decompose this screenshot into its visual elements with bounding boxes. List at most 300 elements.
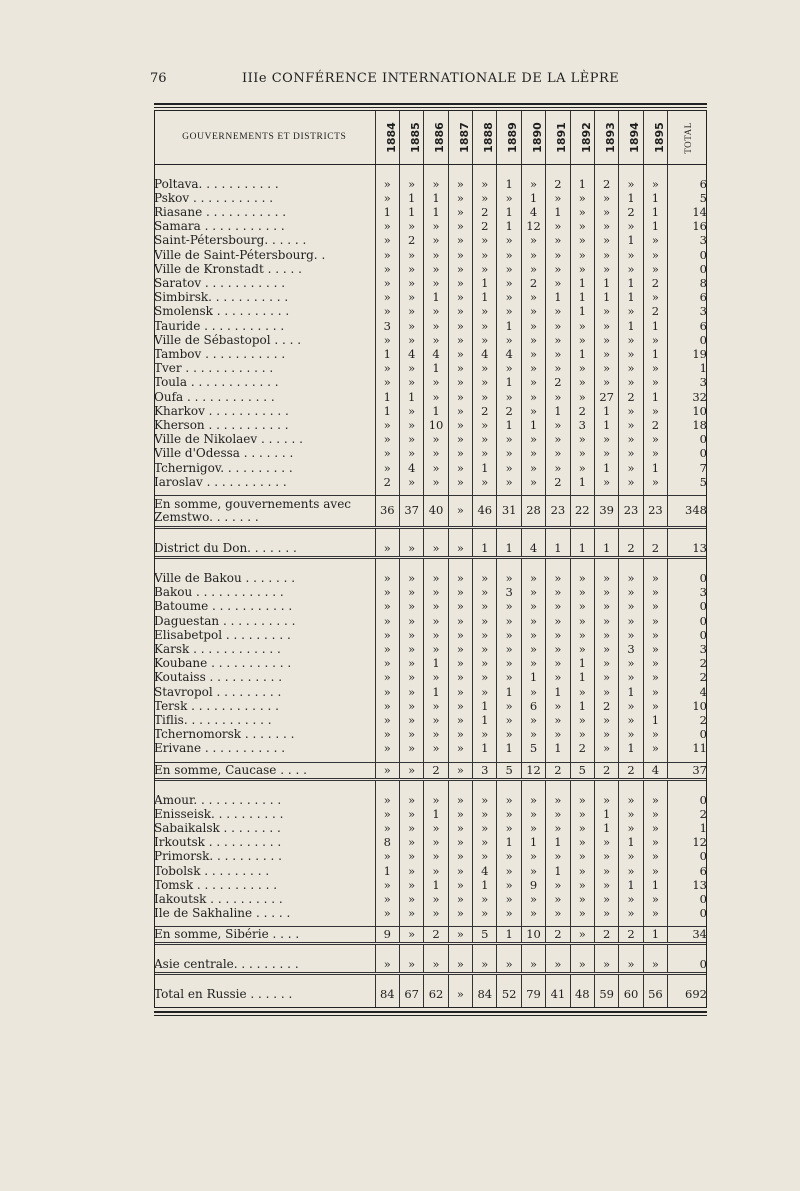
year-value: 2 bbox=[643, 418, 667, 432]
year-value: » bbox=[424, 219, 448, 233]
year-value: » bbox=[424, 262, 448, 276]
year-value: 1 bbox=[643, 461, 667, 475]
year-value: 46 bbox=[473, 495, 497, 527]
year-value: » bbox=[448, 290, 472, 304]
district-name: Saratov . . . . . . . . . . . bbox=[154, 275, 286, 290]
year-value: » bbox=[594, 599, 618, 613]
year-value: » bbox=[399, 642, 423, 656]
year-value: 1 bbox=[399, 191, 423, 205]
year-value: » bbox=[399, 628, 423, 642]
bottom-rule bbox=[154, 1011, 707, 1013]
year-value: » bbox=[570, 821, 594, 835]
year-value: 12 bbox=[521, 219, 545, 233]
year-value: » bbox=[546, 628, 570, 642]
year-value: » bbox=[594, 741, 618, 755]
year-value: 1 bbox=[570, 304, 594, 318]
year-value: » bbox=[497, 290, 521, 304]
header-year-label: 1889 bbox=[506, 121, 520, 153]
year-value: » bbox=[521, 571, 545, 585]
year-value: » bbox=[497, 276, 521, 290]
year-value: 1 bbox=[497, 177, 521, 191]
year-value: 1 bbox=[594, 807, 618, 821]
year-value: 4 bbox=[497, 347, 521, 361]
year-value: » bbox=[375, 541, 399, 558]
district-name: Total en Russie . . . . . . bbox=[154, 987, 293, 1002]
year-value: » bbox=[521, 685, 545, 699]
year-value: » bbox=[448, 319, 472, 333]
district-name: Tchernomorsk . . . . . . . bbox=[154, 727, 295, 742]
year-value: » bbox=[375, 727, 399, 741]
year-value: » bbox=[424, 233, 448, 247]
page-number: 76 bbox=[150, 71, 167, 86]
year-value: 4 bbox=[643, 762, 667, 779]
year-value: » bbox=[594, 713, 618, 727]
year-value: » bbox=[546, 361, 570, 375]
year-value: » bbox=[497, 957, 521, 974]
year-value: 1 bbox=[497, 219, 521, 233]
year-value: » bbox=[546, 418, 570, 432]
row-total: 1 bbox=[668, 821, 707, 835]
row-total: 5 bbox=[668, 191, 707, 205]
year-value: » bbox=[619, 807, 643, 821]
year-value: » bbox=[619, 432, 643, 446]
year-value: 2 bbox=[473, 404, 497, 418]
district-name: Daguestan . . . . . . . . . . bbox=[154, 613, 296, 628]
district-name: Iakoutsk . . . . . . . . . . bbox=[154, 892, 283, 907]
year-value: » bbox=[448, 762, 472, 779]
year-value: » bbox=[546, 571, 570, 585]
year-value: » bbox=[497, 864, 521, 878]
year-value: » bbox=[399, 290, 423, 304]
year-value: 2 bbox=[619, 390, 643, 404]
row-total: 32 bbox=[668, 390, 707, 404]
year-value: » bbox=[473, 807, 497, 821]
year-value: 1 bbox=[570, 347, 594, 361]
year-value: » bbox=[448, 713, 472, 727]
year-value: 1 bbox=[546, 741, 570, 755]
district-name: Tchernigov. . . . . . . . . . bbox=[154, 460, 293, 475]
year-value: » bbox=[448, 628, 472, 642]
year-value: » bbox=[473, 475, 497, 489]
year-value: » bbox=[497, 571, 521, 585]
year-value: » bbox=[448, 906, 472, 920]
year-value: » bbox=[497, 614, 521, 628]
year-value: 1 bbox=[643, 319, 667, 333]
year-value: » bbox=[399, 262, 423, 276]
year-value: » bbox=[448, 614, 472, 628]
district-name: Bakou . . . . . . . . . . . . bbox=[154, 585, 284, 600]
year-value: » bbox=[424, 599, 448, 613]
year-value: » bbox=[546, 727, 570, 741]
year-value: 52 bbox=[497, 987, 521, 1002]
year-value: » bbox=[424, 642, 448, 656]
year-value: 2 bbox=[643, 304, 667, 318]
year-value: » bbox=[448, 585, 472, 599]
row-total: 0 bbox=[668, 892, 707, 906]
year-value: 23 bbox=[643, 495, 667, 527]
year-value: » bbox=[594, 642, 618, 656]
year-value: 9 bbox=[521, 878, 545, 892]
year-value: 1 bbox=[594, 461, 618, 475]
year-value: » bbox=[643, 571, 667, 585]
year-value: » bbox=[424, 461, 448, 475]
header-year-label: 1895 bbox=[652, 121, 666, 153]
district-name: Elisabetpol . . . . . . . . . bbox=[154, 627, 291, 642]
year-value: 1 bbox=[497, 927, 521, 944]
year-value: » bbox=[375, 177, 399, 191]
district-name: Tobolsk . . . . . . . . . bbox=[154, 863, 270, 878]
year-value: » bbox=[399, 713, 423, 727]
year-value: » bbox=[521, 957, 545, 974]
district-name: Tersk . . . . . . . . . . . . bbox=[154, 698, 279, 713]
year-value: » bbox=[643, 177, 667, 191]
year-value: » bbox=[546, 614, 570, 628]
year-value: » bbox=[594, 892, 618, 906]
year-value: » bbox=[497, 849, 521, 863]
year-value: » bbox=[473, 614, 497, 628]
year-value: » bbox=[521, 727, 545, 741]
year-value: » bbox=[473, 821, 497, 835]
year-value: » bbox=[473, 432, 497, 446]
year-value: » bbox=[375, 670, 399, 684]
row-total: 0 bbox=[668, 599, 707, 613]
year-value: » bbox=[643, 262, 667, 276]
year-value: 9 bbox=[375, 927, 399, 944]
year-value: » bbox=[546, 793, 570, 807]
year-value: 3 bbox=[497, 585, 521, 599]
year-value: » bbox=[594, 319, 618, 333]
year-value: » bbox=[399, 878, 423, 892]
year-value: » bbox=[570, 793, 594, 807]
year-value: 1 bbox=[643, 927, 667, 944]
year-value: » bbox=[619, 461, 643, 475]
year-value: » bbox=[375, 333, 399, 347]
year-value: » bbox=[570, 446, 594, 460]
year-value: 2 bbox=[521, 276, 545, 290]
year-value: » bbox=[546, 233, 570, 247]
row-total: 0 bbox=[668, 793, 707, 807]
year-value: » bbox=[643, 699, 667, 713]
year-value: 1 bbox=[399, 205, 423, 219]
year-value: » bbox=[643, 656, 667, 670]
year-value: » bbox=[448, 375, 472, 389]
year-value: » bbox=[521, 262, 545, 276]
year-value: » bbox=[497, 446, 521, 460]
row-total: 0 bbox=[668, 262, 707, 276]
year-value: » bbox=[643, 475, 667, 489]
year-value: » bbox=[424, 390, 448, 404]
year-value: 1 bbox=[570, 670, 594, 684]
year-value: » bbox=[448, 864, 472, 878]
year-value: » bbox=[375, 262, 399, 276]
year-value: » bbox=[619, 347, 643, 361]
row-total: 13 bbox=[668, 541, 707, 558]
year-value: » bbox=[448, 892, 472, 906]
row-total: 16 bbox=[668, 219, 707, 233]
row-total: 0 bbox=[668, 333, 707, 347]
district-name: Saint-Pétersbourg. . . . . . bbox=[154, 233, 307, 248]
year-value: » bbox=[546, 699, 570, 713]
year-value: » bbox=[570, 432, 594, 446]
year-value: » bbox=[473, 835, 497, 849]
year-value: » bbox=[546, 670, 570, 684]
year-value: » bbox=[521, 821, 545, 835]
row-total: 0 bbox=[668, 248, 707, 262]
year-value: » bbox=[399, 432, 423, 446]
row-total: 18 bbox=[668, 418, 707, 432]
year-value: » bbox=[473, 571, 497, 585]
year-value: » bbox=[473, 262, 497, 276]
year-value: » bbox=[546, 191, 570, 205]
year-value: 1 bbox=[473, 713, 497, 727]
year-value: 10 bbox=[521, 927, 545, 944]
year-value: 5 bbox=[473, 927, 497, 944]
year-value: 2 bbox=[424, 927, 448, 944]
row-total: 12 bbox=[668, 835, 707, 849]
district-name: Tomsk . . . . . . . . . . . bbox=[154, 877, 278, 892]
year-value: » bbox=[448, 656, 472, 670]
year-value: 22 bbox=[570, 495, 594, 527]
year-value: » bbox=[473, 642, 497, 656]
year-value: 2 bbox=[570, 741, 594, 755]
row-total: 0 bbox=[668, 432, 707, 446]
year-value: » bbox=[594, 446, 618, 460]
year-value: 1 bbox=[546, 541, 570, 558]
year-value: 1 bbox=[643, 347, 667, 361]
row-total: 3 bbox=[668, 375, 707, 389]
year-value: » bbox=[375, 642, 399, 656]
year-value: » bbox=[619, 628, 643, 642]
year-value: 1 bbox=[619, 233, 643, 247]
year-value: » bbox=[448, 541, 472, 558]
year-value: » bbox=[424, 713, 448, 727]
year-value: 1 bbox=[497, 835, 521, 849]
year-value: » bbox=[448, 642, 472, 656]
year-value: » bbox=[424, 571, 448, 585]
year-value: 1 bbox=[643, 878, 667, 892]
year-value: 1 bbox=[570, 276, 594, 290]
year-value: » bbox=[619, 404, 643, 418]
year-value: » bbox=[448, 495, 472, 527]
year-value: » bbox=[619, 418, 643, 432]
year-value: » bbox=[546, 347, 570, 361]
year-value: » bbox=[497, 599, 521, 613]
row-total: 10 bbox=[668, 699, 707, 713]
year-value: » bbox=[570, 375, 594, 389]
year-value: » bbox=[594, 375, 618, 389]
year-value: » bbox=[424, 849, 448, 863]
year-value: 2 bbox=[546, 762, 570, 779]
year-value: » bbox=[570, 248, 594, 262]
row-total: 1 bbox=[668, 361, 707, 375]
year-value: » bbox=[570, 927, 594, 944]
year-value: » bbox=[521, 906, 545, 920]
year-value: » bbox=[497, 333, 521, 347]
year-value: » bbox=[399, 571, 423, 585]
year-value: » bbox=[497, 191, 521, 205]
year-value: » bbox=[570, 333, 594, 347]
year-value: » bbox=[473, 233, 497, 247]
year-value: 4 bbox=[424, 347, 448, 361]
year-value: 2 bbox=[594, 699, 618, 713]
year-value: » bbox=[448, 699, 472, 713]
year-value: 1 bbox=[594, 290, 618, 304]
district-name: Irkoutsk . . . . . . . . . . bbox=[154, 835, 282, 850]
header-year-label: 1892 bbox=[579, 121, 593, 153]
year-value: 1 bbox=[375, 347, 399, 361]
year-value: 1 bbox=[643, 191, 667, 205]
year-value: » bbox=[570, 571, 594, 585]
year-value: » bbox=[473, 304, 497, 318]
year-value: » bbox=[643, 741, 667, 755]
year-value: » bbox=[497, 642, 521, 656]
year-value: 1 bbox=[570, 656, 594, 670]
year-value: » bbox=[546, 906, 570, 920]
row-total: 0 bbox=[668, 957, 707, 974]
district-name: Riasane . . . . . . . . . . . bbox=[154, 204, 287, 219]
year-value: 1 bbox=[570, 475, 594, 489]
year-value: 2 bbox=[546, 927, 570, 944]
year-value: » bbox=[594, 219, 618, 233]
year-value: » bbox=[399, 864, 423, 878]
year-value: » bbox=[521, 864, 545, 878]
district-name: Amour. . . . . . . . . . . . bbox=[154, 792, 282, 807]
year-value: 1 bbox=[643, 205, 667, 219]
year-value: » bbox=[473, 319, 497, 333]
year-value: 1 bbox=[424, 878, 448, 892]
year-value: » bbox=[375, 219, 399, 233]
year-value: 1 bbox=[619, 276, 643, 290]
year-value: 84 bbox=[473, 987, 497, 1002]
year-value: 2 bbox=[619, 541, 643, 558]
district-name: Tambov . . . . . . . . . . . bbox=[154, 346, 286, 361]
year-value: 2 bbox=[473, 219, 497, 233]
year-value: 1 bbox=[546, 685, 570, 699]
year-value: » bbox=[424, 333, 448, 347]
year-value: » bbox=[399, 699, 423, 713]
row-total: 6 bbox=[668, 290, 707, 304]
year-value: » bbox=[570, 727, 594, 741]
year-value: » bbox=[521, 304, 545, 318]
year-value: » bbox=[448, 177, 472, 191]
year-value: » bbox=[546, 642, 570, 656]
year-value: » bbox=[473, 727, 497, 741]
year-value: 2 bbox=[473, 205, 497, 219]
year-value: » bbox=[497, 699, 521, 713]
year-value: » bbox=[497, 713, 521, 727]
table-frame bbox=[154, 110, 707, 1008]
year-value: » bbox=[375, 599, 399, 613]
district-name: Samara . . . . . . . . . . . bbox=[154, 219, 285, 234]
year-value: » bbox=[570, 361, 594, 375]
year-value: 1 bbox=[643, 219, 667, 233]
year-value: » bbox=[375, 713, 399, 727]
year-value: » bbox=[619, 375, 643, 389]
district-name: Primorsk. . . . . . . . . . bbox=[154, 849, 282, 864]
year-value: 2 bbox=[643, 276, 667, 290]
year-value: » bbox=[643, 835, 667, 849]
row-total: 0 bbox=[668, 727, 707, 741]
year-value: » bbox=[594, 656, 618, 670]
year-value: » bbox=[521, 446, 545, 460]
year-value: » bbox=[619, 585, 643, 599]
year-value: » bbox=[594, 685, 618, 699]
year-value: 1 bbox=[619, 878, 643, 892]
year-value: » bbox=[424, 446, 448, 460]
year-value: » bbox=[448, 807, 472, 821]
year-value: » bbox=[399, 446, 423, 460]
year-value: 1 bbox=[424, 807, 448, 821]
year-value: 28 bbox=[521, 495, 545, 527]
year-value: » bbox=[399, 585, 423, 599]
year-value: 1 bbox=[497, 685, 521, 699]
year-value: » bbox=[570, 191, 594, 205]
year-value: » bbox=[473, 191, 497, 205]
year-value: 2 bbox=[619, 762, 643, 779]
year-value: » bbox=[619, 262, 643, 276]
year-value: » bbox=[448, 233, 472, 247]
district-name: Oufa . . . . . . . . . . . . bbox=[154, 389, 275, 404]
year-value: » bbox=[546, 461, 570, 475]
year-value: » bbox=[570, 319, 594, 333]
year-value: » bbox=[619, 248, 643, 262]
year-value: 1 bbox=[521, 191, 545, 205]
row-total: 3 bbox=[668, 304, 707, 318]
year-value: » bbox=[570, 906, 594, 920]
year-value: » bbox=[570, 262, 594, 276]
year-value: » bbox=[375, 849, 399, 863]
year-value: » bbox=[643, 864, 667, 878]
year-value: » bbox=[497, 432, 521, 446]
district-name: Toula . . . . . . . . . . . . bbox=[154, 375, 279, 390]
year-value: 1 bbox=[473, 699, 497, 713]
year-value: 1 bbox=[473, 461, 497, 475]
year-value: 1 bbox=[497, 741, 521, 755]
year-value: » bbox=[521, 585, 545, 599]
year-value: » bbox=[643, 333, 667, 347]
district-name: District du Don. . . . . . . bbox=[154, 540, 297, 555]
row-total: 0 bbox=[668, 571, 707, 585]
year-value: » bbox=[619, 821, 643, 835]
year-value: » bbox=[473, 375, 497, 389]
year-value: » bbox=[424, 177, 448, 191]
year-value: 39 bbox=[594, 495, 618, 527]
year-value: » bbox=[643, 361, 667, 375]
year-value: » bbox=[521, 793, 545, 807]
year-value: » bbox=[497, 727, 521, 741]
year-value: » bbox=[570, 685, 594, 699]
year-value: » bbox=[375, 248, 399, 262]
year-value: » bbox=[570, 205, 594, 219]
year-value: » bbox=[521, 361, 545, 375]
year-value: » bbox=[424, 892, 448, 906]
year-value: » bbox=[448, 276, 472, 290]
year-value: 2 bbox=[546, 375, 570, 389]
year-value: » bbox=[497, 390, 521, 404]
year-value: » bbox=[546, 892, 570, 906]
year-value: 2 bbox=[570, 404, 594, 418]
year-value: 1 bbox=[424, 191, 448, 205]
year-value: 5 bbox=[497, 762, 521, 779]
district-name: Koutaiss . . . . . . . . . . bbox=[154, 670, 283, 685]
row-total: 10 bbox=[668, 404, 707, 418]
year-value: » bbox=[424, 375, 448, 389]
year-value: » bbox=[448, 404, 472, 418]
district-name: Asie centrale. . . . . . . . . bbox=[154, 957, 299, 972]
year-value: » bbox=[448, 741, 472, 755]
year-value: » bbox=[521, 177, 545, 191]
year-value: 1 bbox=[473, 878, 497, 892]
